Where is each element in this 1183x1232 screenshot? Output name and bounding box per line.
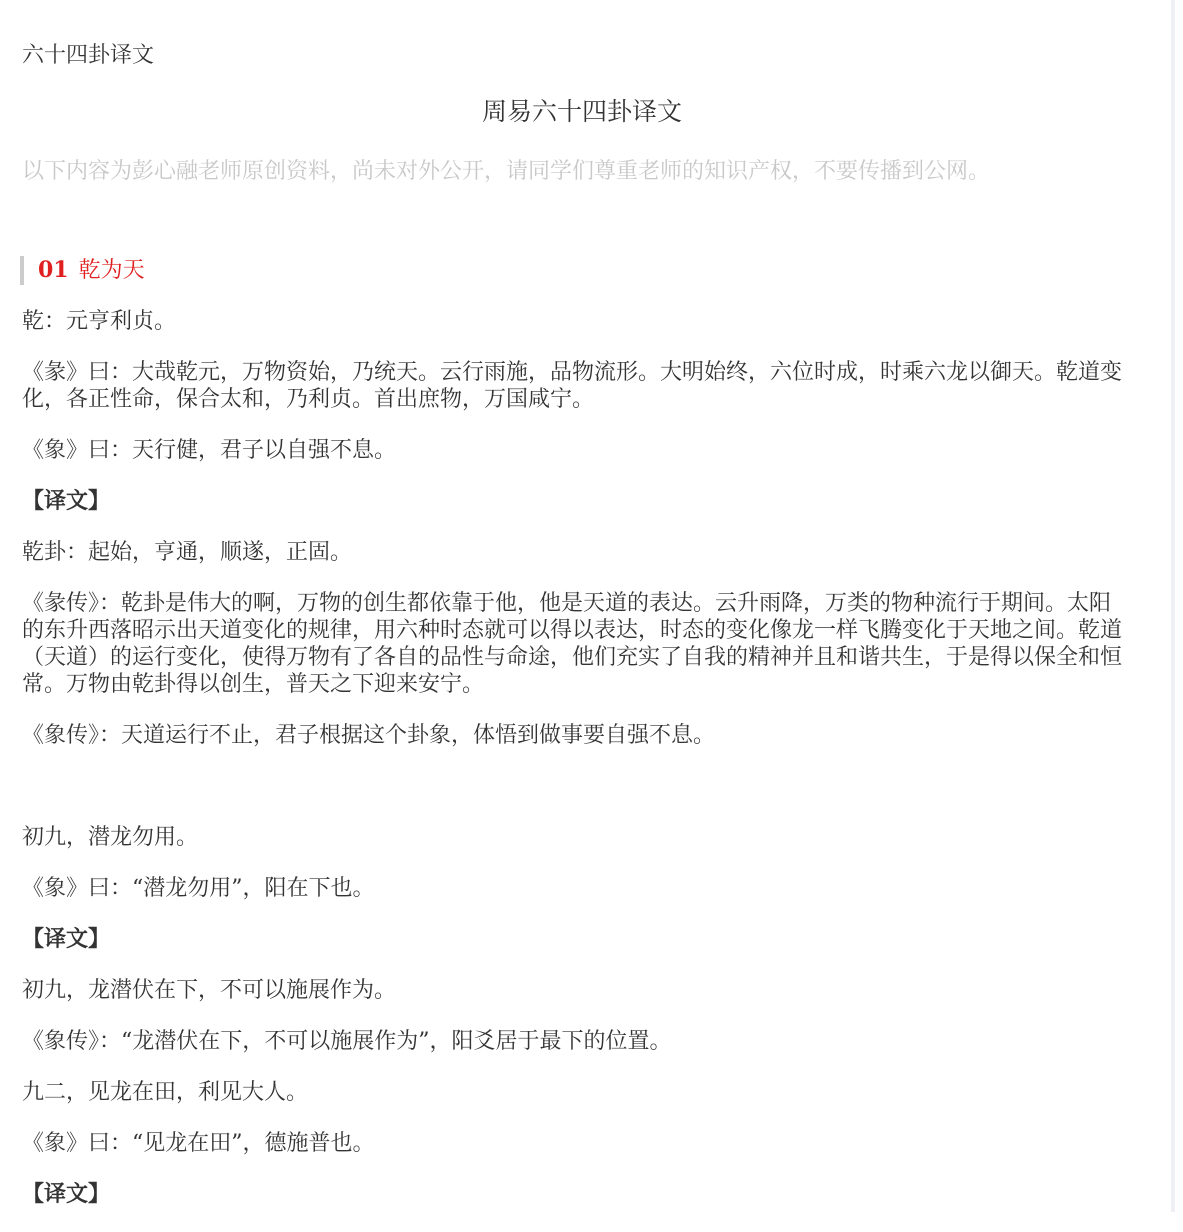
- paragraph: 乾：元亨利贞。: [22, 309, 177, 334]
- paragraph: 《象》曰：天行健，君子以自强不息。: [22, 438, 397, 463]
- paragraph-heading: 【译文】: [22, 488, 111, 514]
- paragraph: 九二，见龙在田，利见大人。: [22, 1080, 309, 1105]
- paragraph: 《彖传》：乾卦是伟大的啊，万物的创生都依靠于他，他是天道的表达。云升雨降，万类的物种流行于期间。太阳的东升西落昭示出天道变化的规律，用六种时态就可以得以表达，时态的变化像龙一样飞腾变化于天地之间。乾道（天道）的运行变化，使得万物有了各自的品性与命途，他们充实了自我的精神并且和谐共生，于是得以保全和恒常。万物由乾卦得以创生，普天之下迎来安宁。: [22, 591, 1123, 697]
- paragraph-heading: 【译文】: [22, 926, 111, 952]
- section-name: 乾为天: [78, 258, 145, 283]
- paragraph: 《象传》：“龙潜伏在下，不可以施展作为”，阳爻居于最下的位置。: [22, 1029, 672, 1054]
- scrollbar[interactable]: [1171, 0, 1175, 1212]
- section-number: 01: [38, 257, 69, 283]
- document-body: [22, 308, 1130, 1232]
- paragraph: 《象传》：天道运行不止，君子根据这个卦象，体悟到做事要自强不息。: [22, 723, 716, 748]
- breadcrumb: 六十四卦译文: [22, 43, 155, 68]
- section-heading: [20, 256, 145, 285]
- paragraph-heading: 【译文】: [22, 1181, 111, 1207]
- paragraph: 《象》曰：“见龙在田”，德施普也。: [22, 1131, 375, 1156]
- page-title: 周易六十四卦译文: [481, 97, 682, 126]
- copyright-notice: 以下内容为彭心融老师原创资料，尚未对外公开，请同学们尊重老师的知识产权，不要传播到公网。: [22, 159, 991, 184]
- paragraph: 初九，龙潜伏在下，不可以施展作为。: [22, 978, 397, 1003]
- paragraph: 《彖》曰：大哉乾元，万物资始，乃统天。云行雨施，品物流形。大明始终，六位时成，时乘六龙以御天。乾道变化，各正性命，保合太和，乃利贞。首出庶物，万国咸宁。: [22, 360, 1123, 412]
- paragraph: 乾卦：起始，亨通，顺遂，正固。: [22, 540, 353, 565]
- paragraph: 《象》曰：“潜龙勿用”，阳在下也。: [22, 876, 375, 901]
- paragraph: 初九，潜龙勿用。: [22, 825, 199, 850]
